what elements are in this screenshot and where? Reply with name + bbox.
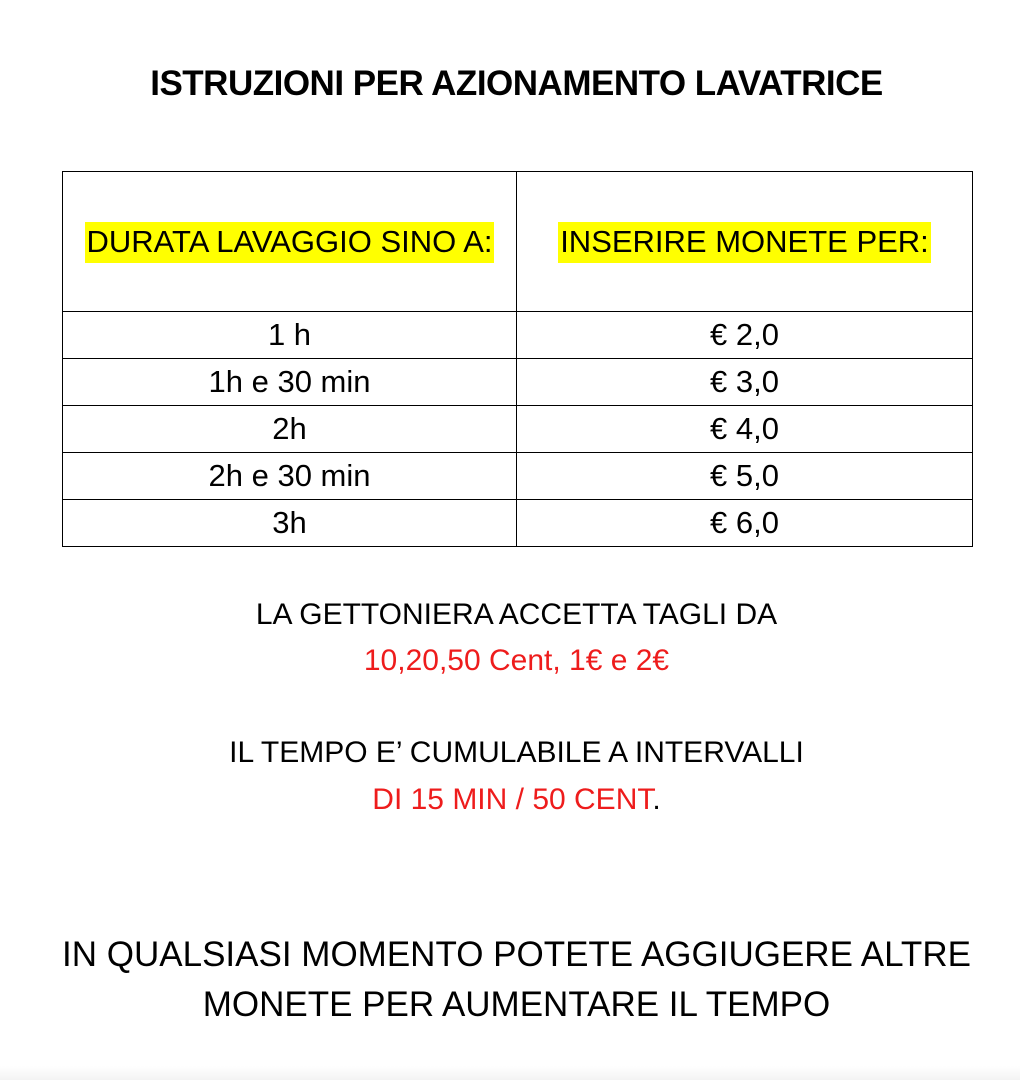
time-interval-text: DI 15 MIN / 50 CENT <box>372 783 653 816</box>
price-table <box>62 171 973 547</box>
footer-text-line2: MONETE PER AUMENTARE IL TEMPO <box>202 985 831 1024</box>
price-cell: € 2,0 <box>517 312 973 359</box>
header-duration-label: DURATA LAVAGGIO SINO A: <box>85 222 495 263</box>
table-row <box>63 500 973 547</box>
coins-denominations-text: 10,20,50 Cent, 1€ e 2€ <box>363 644 670 677</box>
header-duration <box>63 172 517 312</box>
duration-cell: 2h <box>63 406 517 453</box>
price-cell: € 3,0 <box>517 359 973 406</box>
table-row <box>63 453 973 500</box>
table-row <box>63 406 973 453</box>
duration-cell: 3h <box>63 500 517 547</box>
duration-cell: 1 h <box>63 312 517 359</box>
duration-cell: 2h e 30 min <box>63 453 517 500</box>
price-cell: € 4,0 <box>517 406 973 453</box>
coins-accepted-text: LA GETTONIERA ACCETTA TAGLI DA <box>255 598 778 631</box>
price-cell: € 6,0 <box>517 500 973 547</box>
table-header-row <box>63 172 973 312</box>
time-cumulative-text: IL TEMPO E’ CUMULABILE A INTERVALLI <box>229 736 804 769</box>
table-row <box>63 359 973 406</box>
header-coins <box>517 172 973 312</box>
price-cell: € 5,0 <box>517 453 973 500</box>
page-bottom-shade <box>0 1066 1020 1080</box>
page-title: ISTRUZIONI PER AZIONAMENTO LAVATRICE <box>150 64 883 103</box>
footer-text-line1: IN QUALSIASI MOMENTO POTETE AGGIUGERE ALTRE <box>62 935 971 974</box>
table-row <box>63 312 973 359</box>
time-interval-line <box>0 783 1020 817</box>
duration-cell: 1h e 30 min <box>63 359 517 406</box>
time-interval-period: . <box>652 783 661 816</box>
header-coins-label: INSERIRE MONETE PER: <box>558 222 931 263</box>
